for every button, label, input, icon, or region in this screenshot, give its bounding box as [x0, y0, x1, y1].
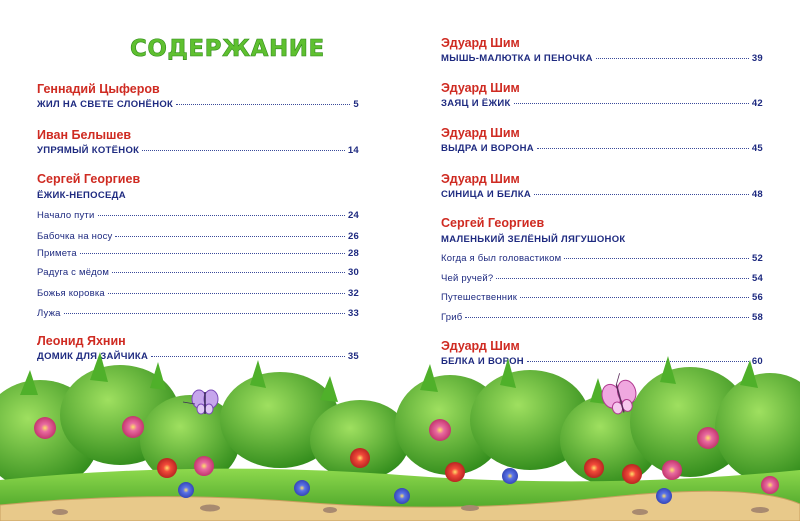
- work-title: ДОМИК ДЛЯ ЗАЙЧИКА: [37, 351, 149, 362]
- leader-dots: [534, 194, 749, 195]
- toc-entry[interactable]: [37, 308, 359, 319]
- chapter-title: Примета: [37, 248, 77, 259]
- work-title: МАЛЕНЬКИЙ ЗЕЛЁНЫЙ ЛЯГУШОНОК: [441, 234, 626, 245]
- page-number: 48: [751, 189, 763, 200]
- author-name: Иван Белышев: [37, 128, 132, 142]
- page-number: 32: [348, 288, 359, 299]
- work-title: ЖИЛ НА СВЕТЕ СЛОНЁНОК: [37, 99, 174, 110]
- author-name: Геннадий Цыферов: [37, 82, 160, 96]
- leader-dots: [80, 253, 345, 254]
- chapter-title: Гриб: [441, 312, 463, 323]
- leader-dots: [64, 313, 345, 314]
- leader-dots: [465, 317, 749, 318]
- leader-dots: [98, 215, 346, 216]
- page-number: 14: [347, 145, 359, 156]
- work-title: ЁЖИК-НЕПОСЕДА: [37, 190, 126, 201]
- author-name: Эдуард Шим: [441, 81, 520, 95]
- toc-entry[interactable]: [441, 143, 763, 154]
- page-number: 58: [752, 312, 763, 323]
- toc-entry[interactable]: [37, 99, 359, 110]
- page-number: 28: [348, 248, 359, 259]
- page-number: 35: [347, 351, 359, 362]
- page-title: СОДЕРЖАНИЕ: [130, 36, 325, 62]
- toc-entry[interactable]: [441, 312, 763, 323]
- leader-dots: [520, 297, 749, 298]
- work-title: ЗАЯЦ И ЁЖИК: [441, 98, 511, 109]
- meadow-illustration: [0, 340, 800, 521]
- leader-dots: [176, 104, 350, 105]
- toc-entry[interactable]: [441, 273, 763, 284]
- chapter-title: Бабочка на носу: [37, 231, 113, 242]
- leader-dots: [142, 150, 345, 151]
- page-number: 39: [751, 53, 763, 64]
- toc-entry[interactable]: [37, 210, 359, 221]
- leader-dots: [514, 103, 749, 104]
- toc-entry[interactable]: [37, 288, 359, 299]
- work-title: ВЫДРА И ВОРОНА: [441, 143, 534, 154]
- page-number: 26: [348, 231, 359, 242]
- toc-entry[interactable]: [441, 189, 763, 200]
- page-number: 56: [752, 292, 763, 303]
- toc-entry[interactable]: [441, 53, 763, 64]
- toc-entry[interactable]: [37, 231, 359, 242]
- leader-dots: [537, 148, 749, 149]
- toc-entry[interactable]: [37, 267, 359, 278]
- page-number: 5: [353, 99, 359, 110]
- leader-dots: [108, 293, 345, 294]
- author-name: Эдуард Шим: [441, 36, 520, 50]
- leader-dots: [564, 258, 749, 259]
- page-number: 45: [751, 143, 763, 154]
- chapter-title: Чей ручей?: [441, 273, 494, 284]
- author-name: Эдуард Шим: [441, 339, 520, 353]
- work-title: БЕЛКА И ВОРОН: [441, 356, 524, 367]
- chapter-title: Начало пути: [37, 210, 95, 221]
- leader-dots: [112, 272, 345, 273]
- author-name: Сергей Георгиев: [37, 172, 141, 186]
- work-title: СИНИЦА И БЕЛКА: [441, 189, 531, 200]
- chapter-title: Когда я был головастиком: [441, 253, 562, 264]
- author-name: Эдуард Шим: [441, 172, 520, 186]
- page-number: 60: [751, 356, 763, 367]
- chapter-title: Путешественник: [441, 292, 518, 303]
- page-number: 54: [752, 273, 763, 284]
- leader-dots: [115, 236, 345, 237]
- toc-entry[interactable]: [441, 98, 763, 109]
- page-number: 33: [348, 308, 359, 319]
- chapter-title: Божья коровка: [37, 288, 105, 299]
- page-number: 24: [348, 210, 359, 221]
- author-name: Сергей Георгиев: [441, 216, 545, 230]
- leader-dots: [596, 58, 749, 59]
- author-name: Эдуард Шим: [441, 126, 520, 140]
- chapter-title: Радуга с мёдом: [37, 267, 110, 278]
- chapter-title: Лужа: [37, 308, 61, 319]
- work-title: УПРЯМЫЙ КОТЁНОК: [37, 145, 140, 156]
- toc-entry[interactable]: [37, 248, 359, 259]
- page-number: 30: [348, 267, 359, 278]
- author-name: Леонид Яхнин: [37, 334, 126, 348]
- page-number: 42: [751, 98, 763, 109]
- toc-entry[interactable]: [441, 292, 763, 303]
- page-number: 52: [752, 253, 763, 264]
- leader-dots: [496, 278, 749, 279]
- work-title: МЫШЬ-МАЛЮТКА И ПЕНОЧКА: [441, 53, 593, 64]
- toc-entry[interactable]: [37, 145, 359, 156]
- toc-entry[interactable]: [441, 253, 763, 264]
